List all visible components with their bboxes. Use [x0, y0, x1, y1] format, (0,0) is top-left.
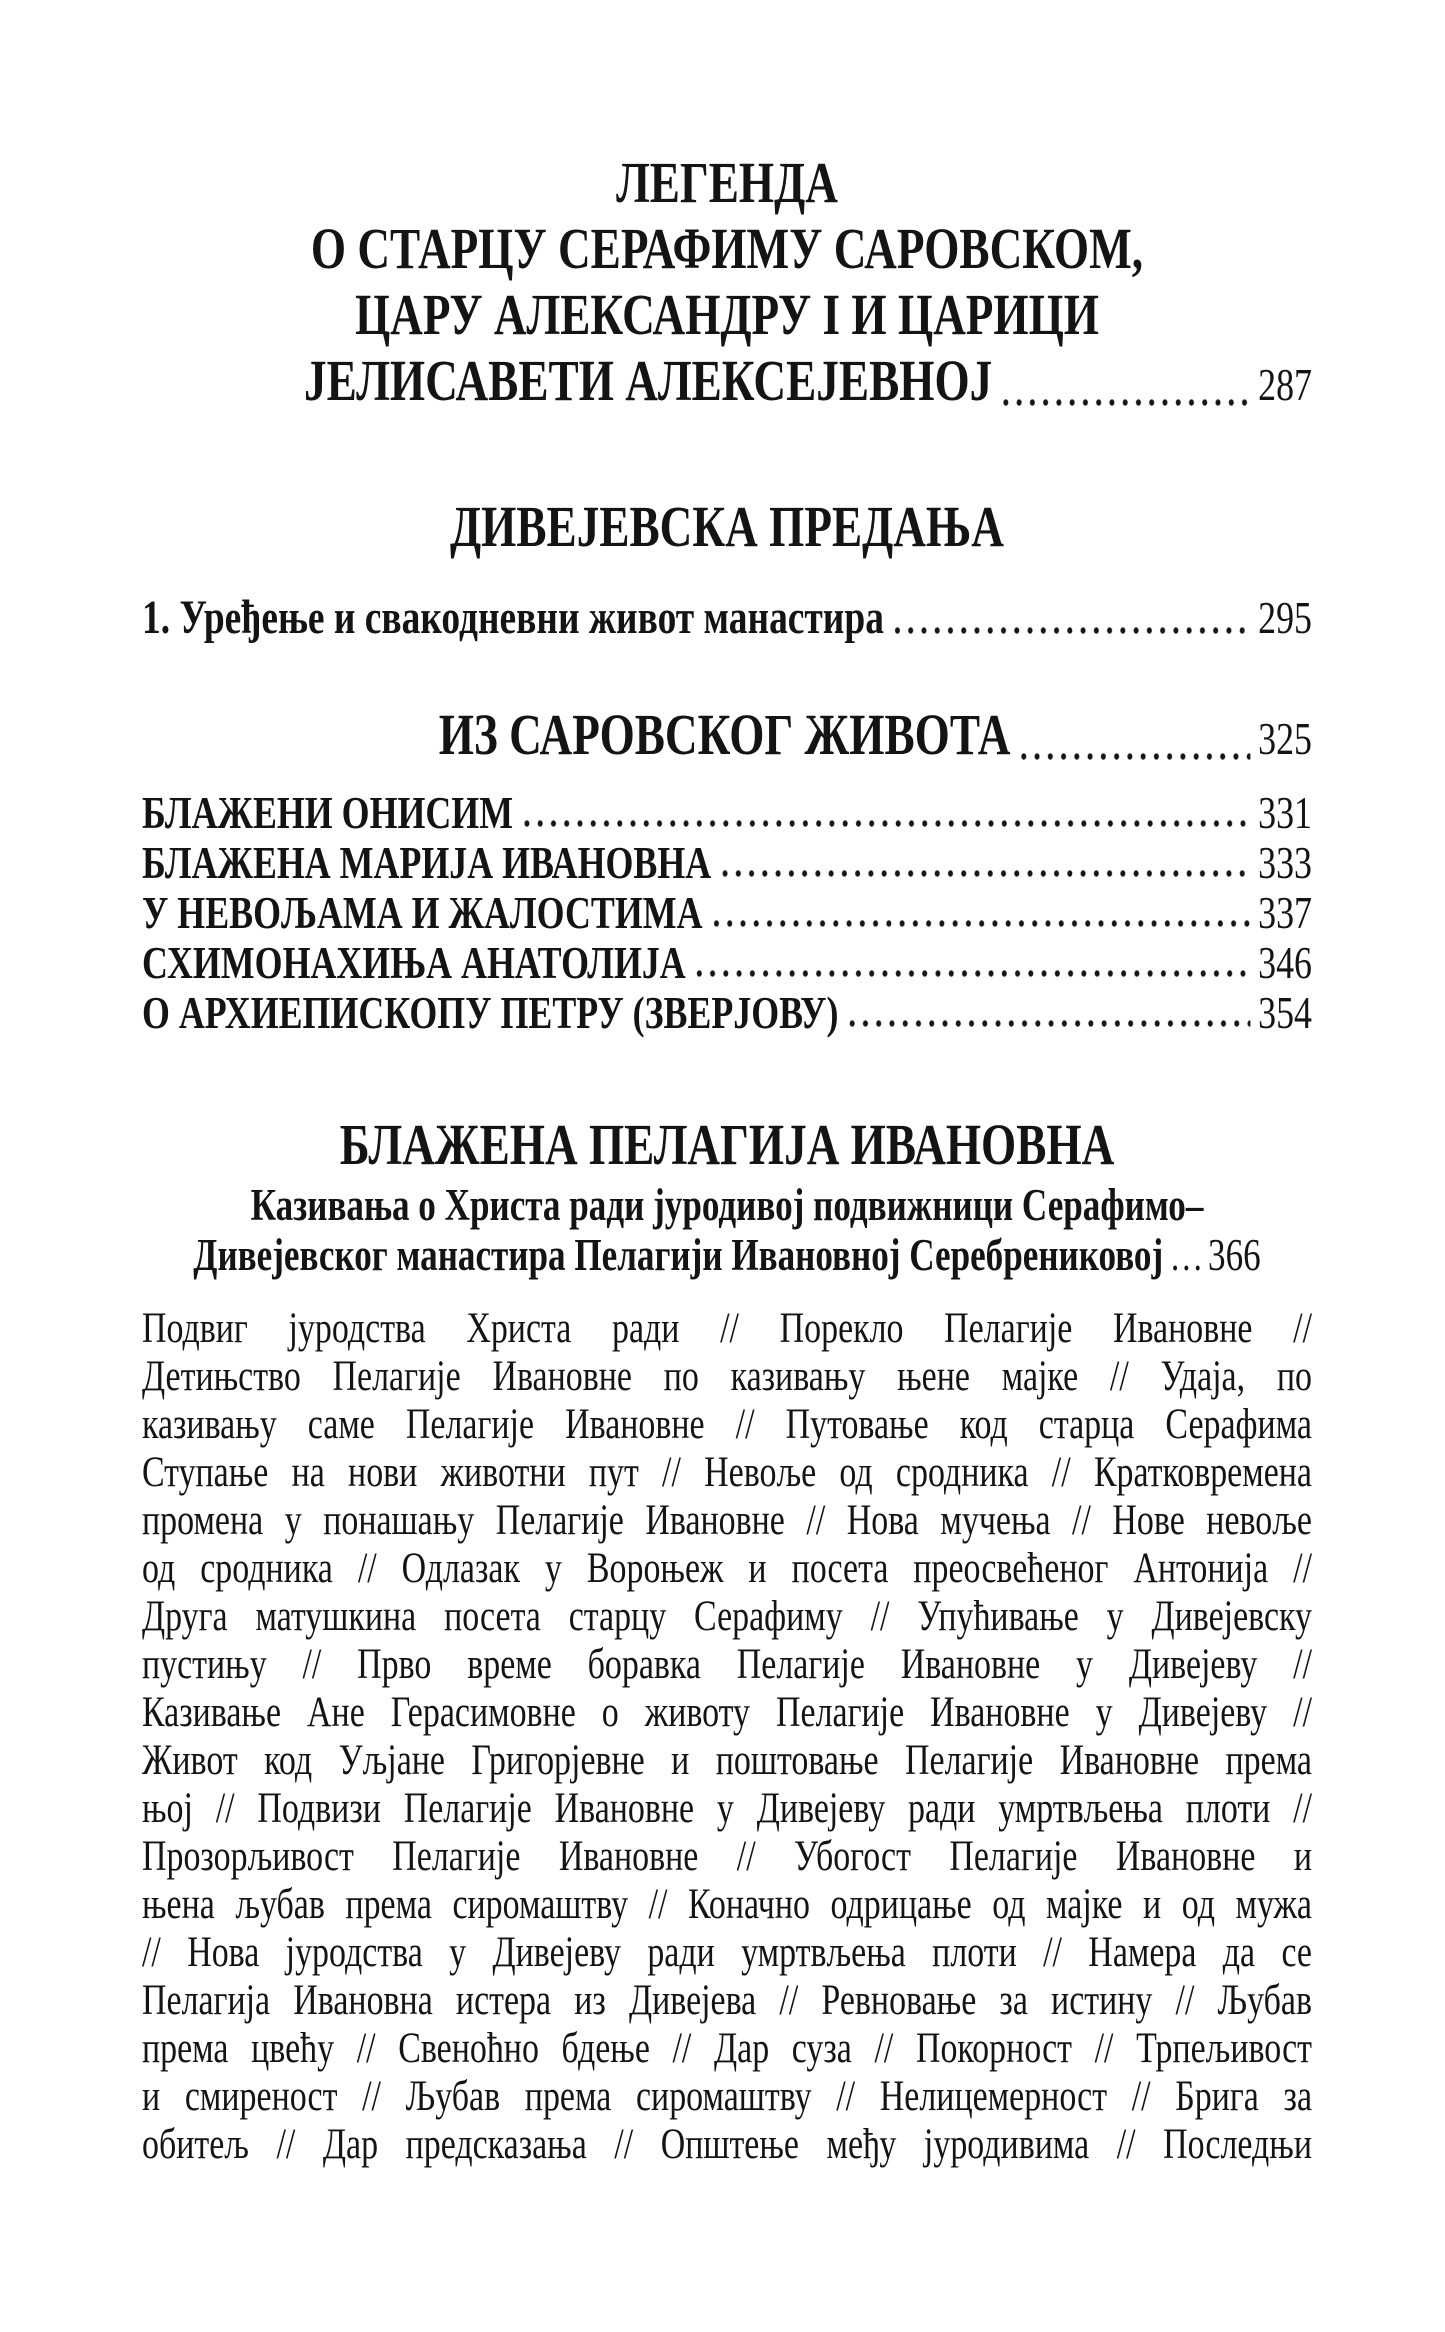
page-number: 287: [1258, 359, 1312, 410]
toc-entry-label: У НЕВОЉАМА И ЖАЛОСТИМА: [142, 887, 703, 938]
toc-entry-label: БЛАЖЕНИ ОНИСИМ: [142, 787, 514, 838]
dot-leader: [722, 870, 1250, 877]
pelagija-heading: БЛАЖЕНА ПЕЛАГИЈА ИВАНОВНА: [339, 1112, 1115, 1177]
page-number: 333: [1258, 837, 1312, 888]
paragraph-line: пустињу // Прво време боравка Пелагије Ивановне у Дивејеву //: [142, 1640, 1312, 1688]
legend-title-line-3: ЦАРУ АЛЕКСАНДРУ I И ЦАРИЦИ: [354, 282, 1099, 347]
dot-leader: [713, 920, 1250, 927]
dot-leader: [1003, 399, 1250, 406]
page-number: 331: [1258, 787, 1312, 838]
page-number: 295: [1258, 592, 1312, 643]
pelagija-paragraph: [142, 1304, 1312, 2168]
paragraph-line: Ступање на нови животни пут // Невоље од сродника // Кратковремена: [142, 1448, 1312, 1496]
paragraph-line: Казивање Ане Герасимовне о животу Пелагије Ивановне у Дивејеву //: [142, 1688, 1312, 1736]
paragraph-line: Живот код Уљјане Григорјевне и поштовање Пелагије Ивановне према: [142, 1736, 1312, 1784]
page-number: 366: [1208, 1230, 1261, 1280]
toc-entry-label: БЛАЖЕНА МАРИЈА ИВАНОВНА: [142, 837, 712, 888]
paragraph-line: њој // Подвизи Пелагије Ивановне у Дивејеву ради умртвљења плоти //: [142, 1784, 1312, 1832]
dot-leader: [895, 627, 1251, 634]
pelagija-subtitle-line-1: Казивања о Христа ради јуродивој подвижници Серафимо–: [250, 1180, 1204, 1230]
toc-entry-uredjenje: [142, 590, 1312, 646]
toc-entry-onisim: [142, 788, 1312, 838]
subtitle-dots: ...: [1170, 1234, 1205, 1280]
sarov-toc-list: [142, 788, 1312, 1038]
page-number: 354: [1258, 987, 1312, 1038]
sarov-heading-row: [142, 702, 1312, 772]
dot-leader: [524, 820, 1250, 827]
page-number: 346: [1258, 937, 1312, 988]
pelagija-subtitle-text: Дивејевског манастира Пелагији Ивановној Серебрениковој: [193, 1230, 1164, 1280]
paragraph-line: и смиреност // Љубав према сиромаштву // Нелицемерност // Брига за: [142, 2072, 1312, 2120]
paragraph-line: Друга матушкина посета старцу Серафиму // Упућивање у Дивејевску: [142, 1592, 1312, 1640]
toc-entry-label: СХИМОНАХИЊА АНАТОЛИЈА: [142, 937, 686, 988]
dot-leader: [697, 970, 1251, 977]
toc-entry-nevoljama: [142, 888, 1312, 938]
dot-leader: [1021, 753, 1250, 760]
paragraph-line: обитељ // Дар предсказања // Општење међу јуродивима // Последњи: [142, 2120, 1312, 2168]
dot-leader: [849, 1020, 1250, 1027]
toc-entry-anatolija: [142, 938, 1312, 988]
page-number: 337: [1258, 887, 1312, 938]
legend-title-line-2: О СТАРЦУ СЕРАФИМУ САРОВСКОМ,: [310, 216, 1144, 281]
sarov-heading: ИЗ САРОВСКОГ ЖИВОТА: [438, 702, 1011, 767]
legend-title-page-row: [142, 348, 1312, 418]
page-number: 325: [1258, 713, 1312, 764]
pelagija-subtitle-line-2: [142, 1232, 1312, 1280]
paragraph-line: промена у понашању Пелагије Ивановне // Нова мучења // Нове невоље: [142, 1496, 1312, 1544]
legend-title-block: [142, 150, 1312, 418]
legend-title-line-4: ЈЕЛИСАВЕТИ АЛЕКСЕЈЕВНОЈ: [303, 348, 993, 413]
paragraph-line: Пелагија Ивановна истера из Дивејева // Ревновање за истину // Љубав: [142, 1976, 1312, 2024]
toc-entry-marija: [142, 838, 1312, 888]
text-column: [142, 150, 1312, 2168]
paragraph-line: Прозорљивост Пелагије Ивановне // Убогост Пелагије Ивановне и: [142, 1832, 1312, 1880]
paragraph-line: од сродника // Одлазак у Вороњеж и посета преосвећеног Антонија //: [142, 1544, 1312, 1592]
paragraph-line: Детињство Пелагије Ивановне по казивању њене мајке // Удаја, по: [142, 1352, 1312, 1400]
divejevska-heading: ДИВЕЈЕВСКА ПРЕДАЊА: [450, 494, 1004, 559]
paragraph-line: према цвећу // Свеноћно бдење // Дар суза // Покорност // Трпељивост: [142, 2024, 1312, 2072]
paragraph-line: казивању саме Пелагије Ивановне // Путовање код старца Серафима: [142, 1400, 1312, 1448]
paragraph-line: њена љубав према сиромаштву // Коначно одрицање од мајке и од мужа: [142, 1880, 1312, 1928]
paragraph-line: Подвиг јуродства Христа ради // Порекло Пелагије Ивановне //: [142, 1304, 1312, 1352]
toc-entry-label: 1. Уређење и свакодневни живот манастира: [142, 591, 884, 644]
toc-entry-petru: [142, 988, 1312, 1038]
legend-title-line-1: ЛЕГЕНДА: [616, 150, 838, 215]
toc-entry-label: О АРХИЕПИСКОПУ ПЕТРУ (ЗВЕРЈОВУ): [142, 987, 839, 1038]
paragraph-line: // Нова јуродства у Дивејеву ради умртвљења плоти // Намера да се: [142, 1928, 1312, 1976]
